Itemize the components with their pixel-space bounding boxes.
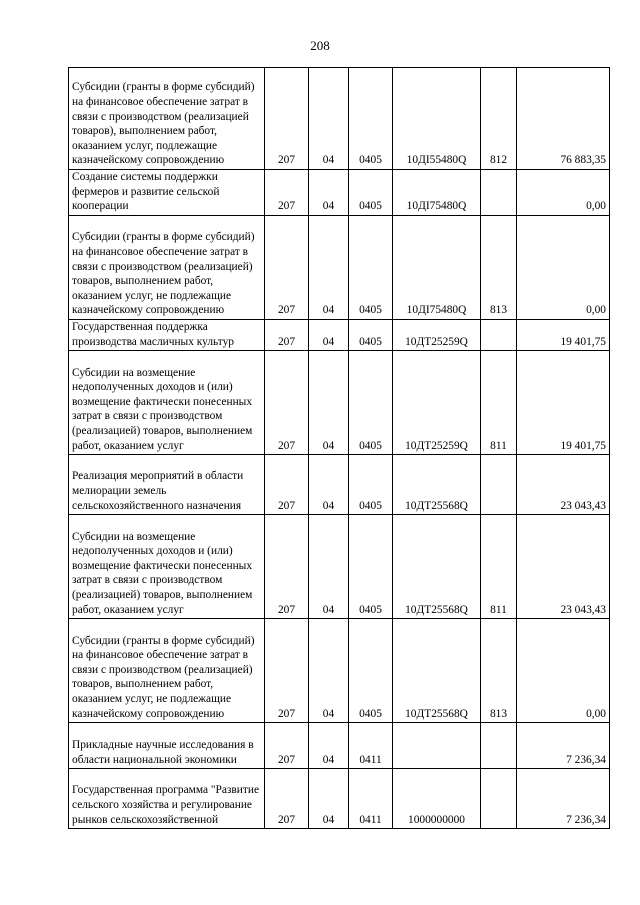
cell-ministry: 207 (265, 320, 309, 351)
cell-kind (481, 170, 517, 216)
cell-kind (481, 320, 517, 351)
cell-kind: 813 (481, 619, 517, 723)
cell-description: Создание системы поддержки фермеров и развитие сельской кооперации (69, 170, 265, 216)
cell-subsection: 0411 (349, 769, 393, 829)
cell-amount: 7 236,34 (517, 769, 610, 829)
cell-ministry: 207 (265, 455, 309, 515)
cell-target: 10ДТ25568Q (393, 455, 481, 515)
cell-subsection: 0405 (349, 170, 393, 216)
cell-target: 10ДI75480Q (393, 170, 481, 216)
cell-section: 04 (309, 619, 349, 723)
cell-section: 04 (309, 68, 349, 170)
table-row (69, 455, 610, 515)
cell-section: 04 (309, 216, 349, 320)
cell-description: Субсидии (гранты в форме субсидий) на финансовое обеспечение затрат в связи с производством (реализацией) товаров, выполнением работ, оказанием услуг, не подлежащие казначейскому сопровождению (69, 619, 265, 723)
cell-section: 04 (309, 769, 349, 829)
cell-target: 10ДТ25568Q (393, 515, 481, 619)
cell-section: 04 (309, 515, 349, 619)
cell-amount: 19 401,75 (517, 351, 610, 455)
cell-ministry: 207 (265, 619, 309, 723)
cell-section: 04 (309, 320, 349, 351)
cell-section: 04 (309, 723, 349, 769)
cell-kind (481, 769, 517, 829)
cell-ministry: 207 (265, 351, 309, 455)
table-row (69, 320, 610, 351)
cell-description: Субсидии на возмещение недополученных доходов и (или) возмещение фактически понесенных затрат в связи с производством (реализацией) товаров, выполнением работ, оказанием услуг (69, 515, 265, 619)
cell-subsection: 0405 (349, 515, 393, 619)
cell-target: 10ДТ25259Q (393, 351, 481, 455)
cell-description: Прикладные научные исследования в области национальной экономики (69, 723, 265, 769)
cell-amount: 23 043,43 (517, 455, 610, 515)
cell-target (393, 723, 481, 769)
cell-amount: 7 236,34 (517, 723, 610, 769)
cell-description: Субсидии (гранты в форме субсидий) на финансовое обеспечение затрат в связи с производством (реализацией товаров), выполнением работ, оказанием услуг, подлежащие казначейскому сопровождению (69, 68, 265, 170)
table-row (69, 351, 610, 455)
page-number: 208 (310, 38, 330, 53)
cell-ministry: 207 (265, 170, 309, 216)
table-row (69, 216, 610, 320)
cell-kind: 813 (481, 216, 517, 320)
cell-ministry: 207 (265, 216, 309, 320)
cell-subsection: 0411 (349, 723, 393, 769)
cell-kind: 811 (481, 351, 517, 455)
cell-ministry: 207 (265, 515, 309, 619)
cell-description: Государственная поддержка производства масличных культур (69, 320, 265, 351)
cell-amount: 23 043,43 (517, 515, 610, 619)
cell-kind (481, 723, 517, 769)
cell-amount: 19 401,75 (517, 320, 610, 351)
cell-amount: 76 883,35 (517, 68, 610, 170)
cell-ministry: 207 (265, 723, 309, 769)
cell-amount: 0,00 (517, 619, 610, 723)
cell-kind: 811 (481, 515, 517, 619)
cell-description: Субсидии (гранты в форме субсидий) на финансовое обеспечение затрат в связи с производством (реализацией) товаров, выполнением работ, оказанием услуг, не подлежащие казначейскому сопровождению (69, 216, 265, 320)
cell-section: 04 (309, 351, 349, 455)
cell-section: 04 (309, 455, 349, 515)
cell-description: Государственная программа "Развитие сельского хозяйства и регулирование рынков сельскохозяйственной (69, 769, 265, 829)
budget-table (68, 67, 610, 829)
table-row (69, 170, 610, 216)
cell-subsection: 0405 (349, 320, 393, 351)
cell-target: 10ДI55480Q (393, 68, 481, 170)
cell-target: 10ДТ25259Q (393, 320, 481, 351)
table-row (69, 723, 610, 769)
cell-kind: 812 (481, 68, 517, 170)
cell-subsection: 0405 (349, 68, 393, 170)
cell-subsection: 0405 (349, 351, 393, 455)
cell-target: 10ДТ25568Q (393, 619, 481, 723)
table-row (69, 68, 610, 170)
cell-description: Реализация мероприятий в области мелиорации земель сельскохозяйственного назначения (69, 455, 265, 515)
cell-subsection: 0405 (349, 216, 393, 320)
table-row (69, 515, 610, 619)
cell-ministry: 207 (265, 68, 309, 170)
table-row (69, 769, 610, 829)
cell-kind (481, 455, 517, 515)
table-row (69, 619, 610, 723)
cell-subsection: 0405 (349, 619, 393, 723)
cell-section: 04 (309, 170, 349, 216)
cell-amount: 0,00 (517, 170, 610, 216)
cell-amount: 0,00 (517, 216, 610, 320)
cell-target: 10ДI75480Q (393, 216, 481, 320)
cell-subsection: 0405 (349, 455, 393, 515)
cell-ministry: 207 (265, 769, 309, 829)
cell-description: Субсидии на возмещение недополученных доходов и (или) возмещение фактически понесенных затрат в связи с производством (реализацией) товаров, выполнением работ, оказанием услуг (69, 351, 265, 455)
cell-target: 1000000000 (393, 769, 481, 829)
